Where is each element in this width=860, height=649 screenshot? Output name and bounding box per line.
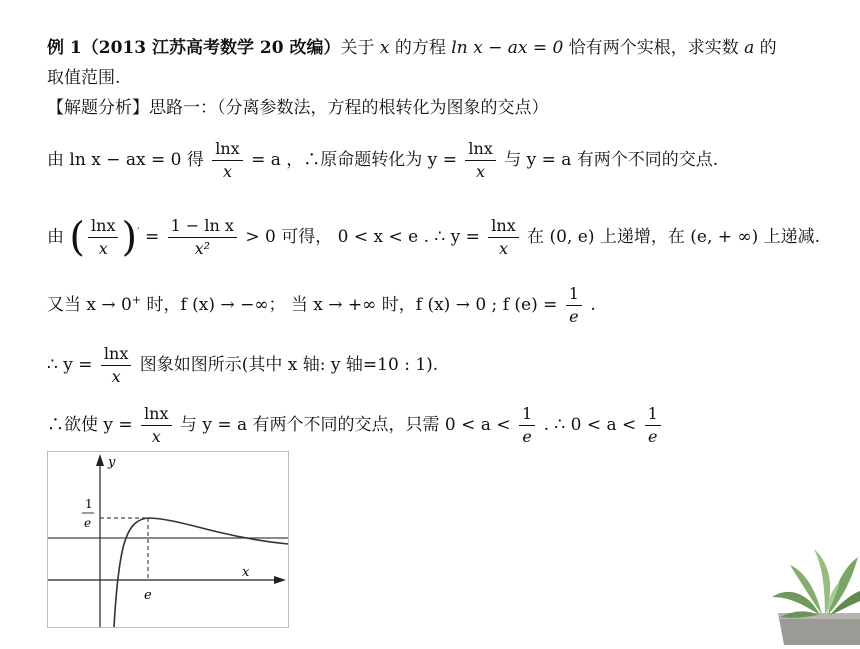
step-3 [47,283,596,328]
problem-text-b: 的方程 [389,38,452,58]
problem-line-1 [47,36,777,60]
step2-fraction-3 [488,215,518,260]
step-1 [47,138,718,183]
step1-t1: 由 ln x − ax = 0 得 [47,150,210,170]
step5-fraction-2 [519,403,535,448]
analysis-heading: 【解题分析】 [47,98,149,118]
step1-t2: = a ，∴原命题转化为 y = [251,150,463,170]
step2-fraction [88,215,118,260]
x-axis-arrow-icon [274,576,286,584]
analysis-line [47,96,549,120]
step1-fraction [212,138,242,183]
step5-den: x [151,427,161,446]
step2-num: lnx [88,215,118,238]
step4-t2: 图象如图所示(其中 x 轴: y 轴=10 : 1). [139,355,439,375]
step5-fraction-3 [645,403,661,448]
e-tick-label: e [144,588,152,603]
step-2 [47,215,820,260]
step2-fraction-2 [168,215,237,260]
function-graph [47,451,289,628]
max-label-numerator: 1 [85,497,93,511]
step1-den: x [222,162,232,181]
step5-num2: 1 [519,403,535,426]
step4-fraction [101,343,131,388]
step3-t1: 又当 x → 0 [47,295,132,315]
step1-den2: x [476,162,486,181]
analysis-text: 思路一：（分离参数法，方程的根转化为图象的交点） [149,98,549,118]
max-label-denominator: e [84,516,92,530]
problem-line2: 取值范围. [47,68,121,88]
step5-t2: 与 y = a 有两个不同的交点，只需 0 < a < [179,415,516,435]
step5-num: lnx [141,403,171,426]
problem-line-2 [47,66,120,90]
step2-den: x [98,239,108,258]
problem-text-a: 关于 [340,38,380,58]
step2-den2: x² [194,239,210,258]
step3-den: e [569,307,579,326]
problem-text-c: 恰有两个实根，求实数 [563,38,745,58]
problem-equation: ln x − ax = 0 [451,38,564,58]
step5-den3: e [648,427,658,446]
plant-decoration [770,535,860,645]
step1-t3: 与 y = a 有两个不同的交点. [504,150,719,170]
step2-num3: lnx [488,215,518,238]
step1-fraction-2 [465,138,495,183]
problem-text-d: 的 [754,38,777,58]
step-5 [47,403,664,448]
step4-num: lnx [101,343,131,366]
problem-x: x [379,38,390,58]
step5-fraction [141,403,171,448]
x-axis-label: x [242,565,250,580]
prime-mark: ′ [137,225,140,239]
plant-icon [770,535,860,645]
step2-t2: = [144,227,165,247]
problem-prefix: 例 1（2013 江苏高考数学 20 改编） [47,38,341,58]
graph-svg [48,452,288,627]
step2-t1: 由 [47,227,64,247]
step2-t4: 在 (0, e) 上递增，在 (e, + ∞) 上递减. [527,227,821,247]
step1-num2: lnx [465,138,495,161]
step4-t1: ∴ y = [47,355,98,375]
step5-t1: ∴欲使 y = [47,415,139,435]
step5-num3: 1 [645,403,661,426]
step5-t3: . ∴ 0 < a < [543,415,642,435]
left-paren: ( [69,214,86,261]
step3-t2: 时，f (x) → −∞； 当 x → +∞ 时，f (x) → 0 ; f (e) = [141,295,563,315]
step-4 [47,343,438,388]
step2-num2: 1 − ln x [168,215,237,238]
step3-t3: . [590,295,596,315]
y-axis-arrow-icon [96,454,104,466]
problem-a: a [744,38,755,58]
step3-sup: + [131,293,142,307]
step2-den3: x [498,239,509,258]
step3-num: 1 [566,283,582,306]
step5-den2: e [522,427,532,446]
curve-lnx-over-x [114,518,288,627]
right-paren: ) [121,214,138,261]
step1-num: lnx [212,138,242,161]
step2-t3: > 0 可得， 0 < x < e . ∴ y = [245,227,486,247]
y-axis-label: y [108,455,116,470]
step4-den: x [111,367,121,386]
step3-fraction [566,283,582,328]
